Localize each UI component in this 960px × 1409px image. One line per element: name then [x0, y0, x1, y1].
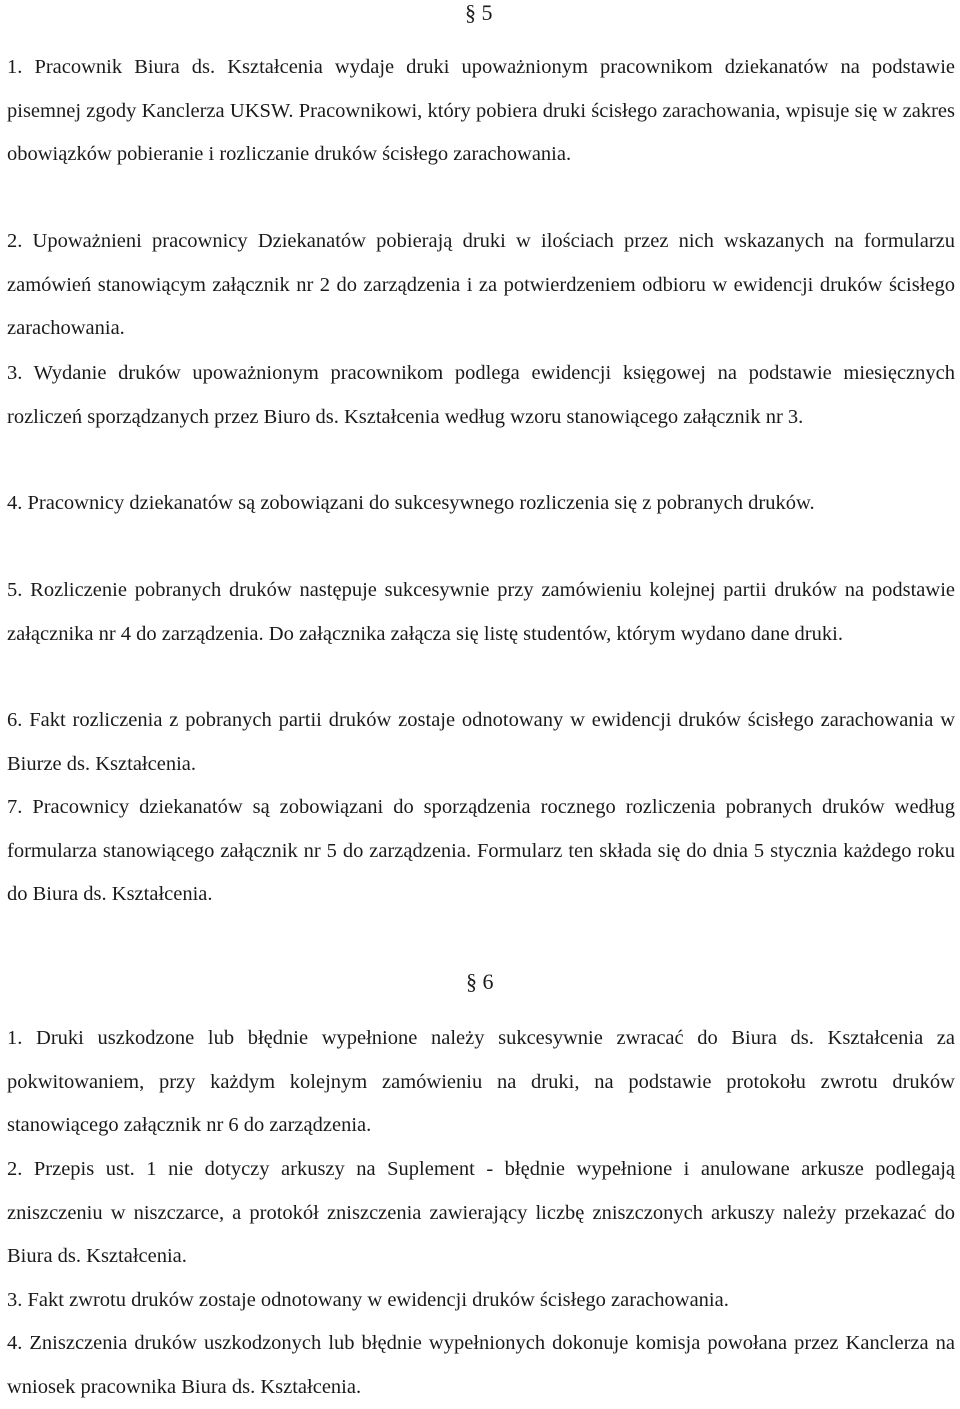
paragraph: 4. Zniszczenia druków uszkodzonych lub błędnie wypełnionych dokonuje komisja powołana przez Kanclerza na wniosek pracownika Biura ds. Kształcenia. — [7, 1332, 955, 1398]
paragraph: 3. Fakt zwrotu druków zostaje odnotowany w ewidencji druków ścisłego zarachowania. — [7, 1289, 729, 1311]
paragraph: 6. Fakt rozliczenia z pobranych partii druków zostaje odnotowany w ewidencji druków ścisłego zarachowania w Biurze ds. Kształcenia. — [7, 709, 955, 775]
section-heading: § 5 — [465, 0, 493, 25]
paragraph: 2. Upoważnieni pracownicy Dziekanatów pobierają druki w ilościach przez nich wskazanych na formularzu zamówień stanowiącym załącznik nr 2 do zarządzenia i za potwierdzeniem odbioru w ewidencji druków ścisłego zarachowania. — [7, 230, 955, 340]
paragraph: 5. Rozliczenie pobranych druków następuje sukcesywnie przy zamówieniu kolejnej partii druków na podstawie załącznika nr 4 do zarządzenia. Do załącznika załącza się listę studentów, którym wydano dane druki. — [7, 579, 955, 645]
paragraph: 1. Druki uszkodzone lub błędnie wypełnione należy sukcesywnie zwracać do Biura ds. Kształcenia za pokwitowaniem, przy każdym kolejnym zamówieniu na druki, na podstawie protokołu zwrotu druków stanowiącego załącznik nr 6 do zarządzenia. — [7, 1027, 955, 1137]
paragraph: 1. Pracownik Biura ds. Kształcenia wydaje druki upoważnionym pracownikom dziekanatów na podstawie pisemnej zgody Kanclerza UKSW. Pracownikowi, który pobiera druki ścisłego zarachowania, wpisuje się w zakres obowiązków pobieranie i rozliczanie druków ścisłego zarachowania. — [7, 56, 955, 166]
paragraph: 2. Przepis ust. 1 nie dotyczy arkuszy na Suplement - błędnie wypełnione i anulowane arkusze podlegają zniszczeniu w niszczarce, a protokół zniszczenia zawierający liczbę zniszczonych arkuszy należy przekazać do Biura ds. Kształcenia. — [7, 1158, 955, 1268]
paragraph: 7. Pracownicy dziekanatów są zobowiązani do sporządzenia rocznego rozliczenia pobranych druków według formularza stanowiącego załącznik nr 5 do zarządzenia. Formularz ten składa się do dnia 5 stycznia każdego roku do Biura ds. Kształcenia. — [7, 796, 955, 906]
paragraph: 4. Pracownicy dziekanatów są zobowiązani do sukcesywnego rozliczenia się z pobranych druków. — [7, 492, 815, 514]
section-heading: § 6 — [466, 969, 494, 994]
paragraph: 3. Wydanie druków upoważnionym pracownikom podlega ewidencji księgowej na podstawie miesięcznych rozliczeń sporządzanych przez Biuro ds. Kształcenia według wzoru stanowiącego załącznik nr 3. — [7, 362, 955, 428]
